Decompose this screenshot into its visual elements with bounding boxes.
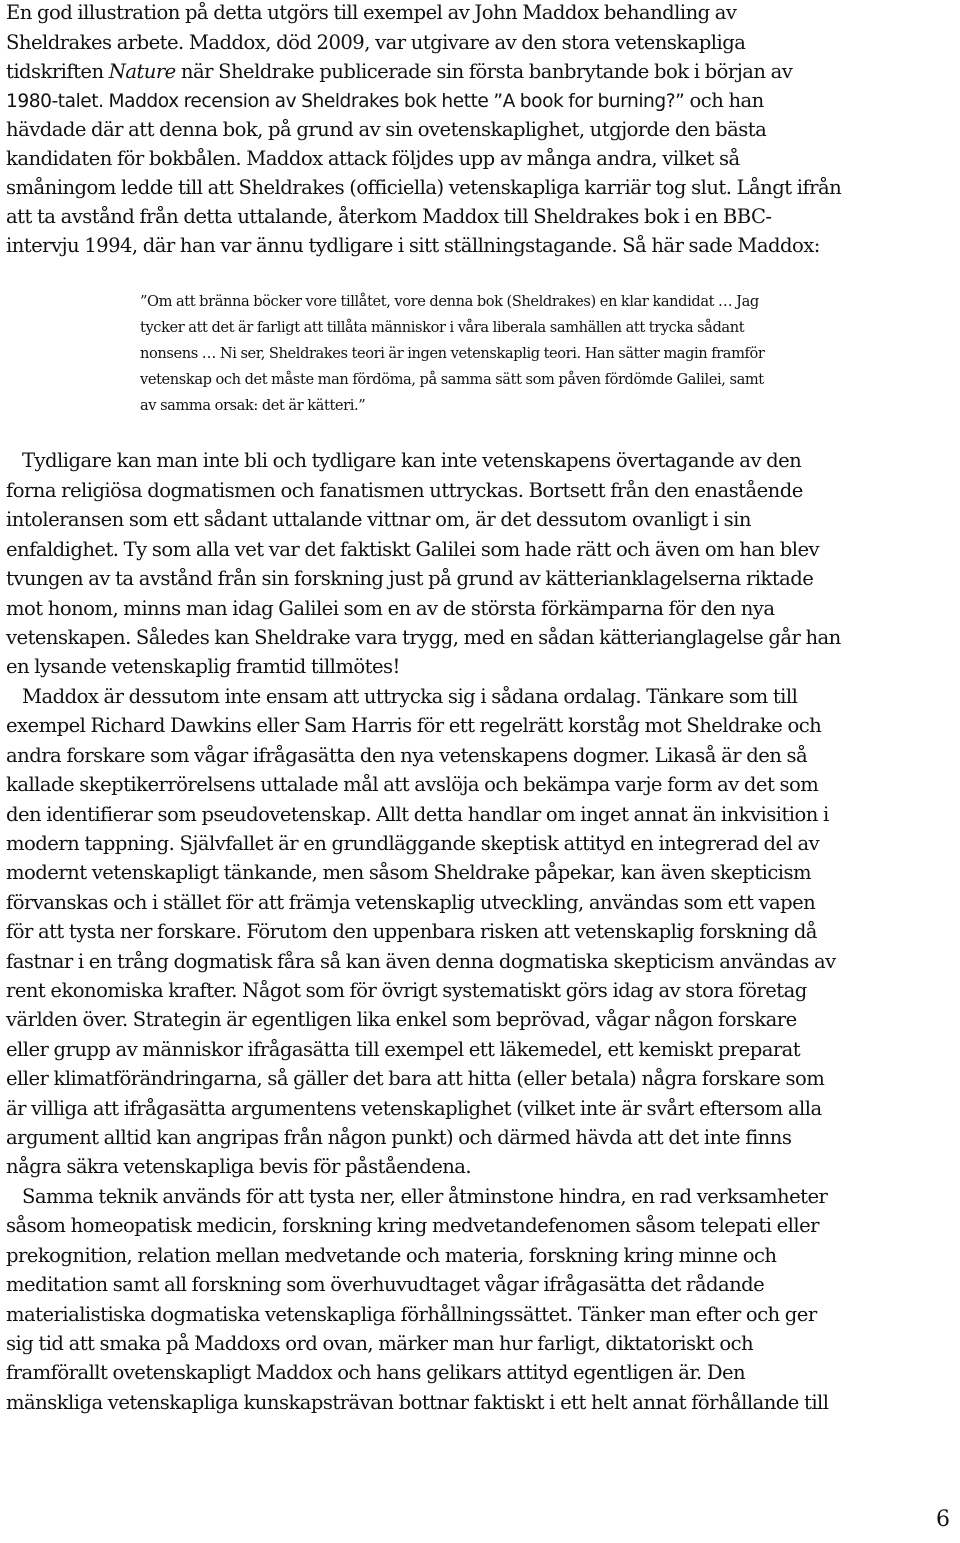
- body-text-line: är villiga att ifrågasätta argumentens vetenskaplighet (vilket inte är svårt eftersom alla: [6, 1097, 822, 1120]
- body-text-line: mot honom, minns man idag Galilei som en av de största förkämparna för den nya: [6, 597, 775, 620]
- body-text-line: en lysande vetenskaplig framtid tillmötes!: [6, 655, 400, 678]
- body-text-line: framförallt ovetenskapligt Maddox och hans gelikars attityd egentligen är. Den: [6, 1361, 746, 1384]
- body-text-line: Tydligare kan man inte bli och tydligare kan inte vetenskapens övertagande av den: [22, 449, 802, 472]
- body-text-line: argument alltid kan angripas från någon punkt) och därmed hävda att det inte finns: [6, 1126, 792, 1149]
- body-text-line: eller klimatförändringarna, så gäller det bara att hitta (eller betala) några forskare som: [6, 1067, 825, 1090]
- body-text-line: modern tappning. Självfallet är en grundläggande skeptisk attityd en integrerad del av: [6, 832, 820, 855]
- body-text-line: den identifierar som pseudovetenskap. Allt detta handlar om inget annat än inkvisition i: [6, 803, 829, 826]
- body-text-line: mänskliga vetenskapliga kunskapsträvan bottnar faktiskt i ett helt annat förhållande till: [6, 1391, 829, 1414]
- journal-name: Nature: [108, 60, 176, 83]
- body-text-line: Maddox är dessutom inte ensam att uttrycka sig i sådana ordalag. Tänkare som till: [22, 685, 798, 708]
- body-text-line: för att tysta ner forskare. Förutom den uppenbara risken att vetenskaplig forskning då: [6, 920, 817, 943]
- body-text-line: eller grupp av människor ifrågasätta till exempel ett läkemedel, ett kemiskt preparat: [6, 1038, 801, 1061]
- body-text-line: [6, 57, 792, 86]
- quote-line: nonsens … Ni ser, Sheldrakes teori är ingen vetenskaplig teori. Han sätter magin framför: [140, 345, 765, 362]
- body-text-line: kandidaten för bokbålen. Maddox attack följdes upp av många andra, vilket så: [6, 147, 740, 170]
- quote-line: tycker att det är farligt att tillåta människor i våra liberala samhällen att trycka sådant: [140, 319, 745, 336]
- body-text-line: såsom homeopatisk medicin, forskning kring medvetandefenomen såsom telepati eller: [6, 1214, 819, 1237]
- body-text-line: [6, 86, 764, 116]
- body-text-line: exempel Richard Dawkins eller Sam Harris för ett regelrätt korståg mot Sheldrake och: [6, 714, 822, 737]
- review-title-span: 1980-talet. Maddox recension av Sheldrakes bok hette ”A book for burning?”: [6, 91, 685, 112]
- body-text-line: andra forskare som vågar ifrågasätta den nya vetenskapens dogmer. Likaså är den så: [6, 744, 808, 767]
- body-text-line: kallade skeptikerrörelsens uttalade mål att avslöja och bekämpa varje form av det som: [6, 773, 819, 796]
- body-text-span: när Sheldrake publicerade sin första banbrytande bok i början av: [175, 60, 793, 83]
- body-text-line: förvanskas och i stället för att främja vetenskaplig utveckling, användas som ett vapen: [6, 891, 816, 914]
- quote-line: vetenskap och det måste man fördöma, på samma sätt som påven fördömde Galilei, samt: [140, 371, 764, 388]
- body-text-line: En god illustration på detta utgörs till exempel av John Maddox behandling av: [6, 1, 737, 24]
- body-text-line: Samma teknik används för att tysta ner, eller åtminstone hindra, en rad verksamheter: [22, 1185, 828, 1208]
- body-text-line: Sheldrakes arbete. Maddox, död 2009, var utgivare av den stora vetenskapliga: [6, 31, 746, 54]
- body-text-line: att ta avstånd från detta uttalande, återkom Maddox till Sheldrakes bok i en BBC-: [6, 205, 772, 228]
- body-text-line: intoleransen som ett sådant uttalande vittnar om, är det dessutom ovanligt i sin: [6, 508, 751, 531]
- body-text-line: några säkra vetenskapliga bevis för påståendena.: [6, 1155, 472, 1178]
- body-text-line: enfaldighet. Ty som alla vet var det faktiskt Galilei som hade rätt och även om han blev: [6, 538, 820, 561]
- body-text-line: småningom ledde till att Sheldrakes (officiella) vetenskapliga karriär tog slut. Långt ifrån: [6, 176, 842, 199]
- body-text-line: vetenskapen. Således kan Sheldrake vara trygg, med en sådan kätterianglagelse går han: [6, 626, 841, 649]
- body-text-line: modernt vetenskapligt tänkande, men såsom Sheldrake påpekar, kan även skepticism: [6, 861, 812, 884]
- body-text-line: materialistiska dogmatiska vetenskapliga förhållningssättet. Tänker man efter och ger: [6, 1303, 817, 1326]
- body-text-line: sig tid att smaka på Maddoxs ord ovan, märker man hur farligt, diktatoriskt och: [6, 1332, 754, 1355]
- page-number: 6: [936, 1507, 950, 1532]
- quote-line: av samma orsak: det är kätteri.”: [140, 397, 366, 414]
- body-text-line: meditation samt all forskning som överhuvudtaget vågar ifrågasätta det rådande: [6, 1273, 765, 1296]
- body-text-line: prekognition, relation mellan medvetande och materia, forskning kring minne och: [6, 1244, 777, 1267]
- body-text-span: tidskriften: [6, 60, 109, 83]
- body-text-line: intervju 1994, där han var ännu tydligare i sitt ställningstagande. Så här sade Maddox:: [6, 234, 820, 257]
- quote-line: ”Om att bränna böcker vore tillåtet, vore denna bok (Sheldrakes) en klar kandidat … Jag: [140, 293, 759, 310]
- body-text-line: rent ekonomiska krafter. Något som för övrigt systematiskt görs idag av stora företag: [6, 979, 807, 1002]
- body-text-line: fastnar i en trång dogmatisk fåra så kan även denna dogmatiska skepticism användas av: [6, 950, 836, 973]
- body-text-line: tvungen av ta avstånd från sin forskning just på grund av kätterianklagelserna riktade: [6, 567, 814, 590]
- body-text-line: hävdade där att denna bok, på grund av sin ovetenskaplighet, utgjorde den bästa: [6, 118, 767, 141]
- body-text-span: och han: [684, 89, 764, 112]
- body-text-line: forna religiösa dogmatismen och fanatismen uttryckas. Bortsett från den enastående: [6, 479, 803, 502]
- body-text-line: världen över. Strategin är egentligen lika enkel som beprövad, vågar någon forskare: [6, 1008, 797, 1031]
